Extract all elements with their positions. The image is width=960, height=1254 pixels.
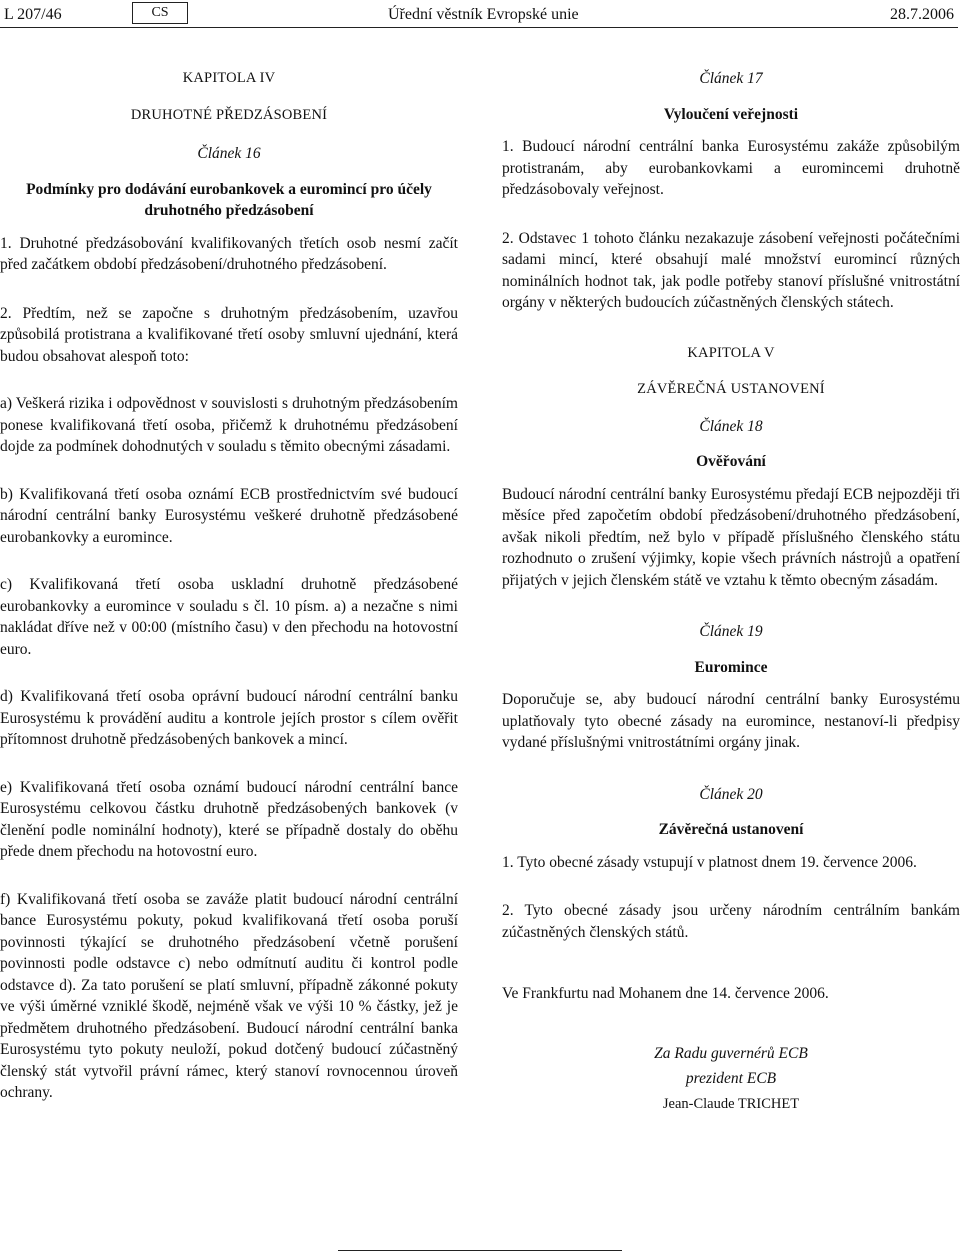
article-title: Podmínky pro dodávání eurobankovek a euromincí pro účely druhotného předzásobení (26, 180, 432, 219)
paragraph: 1. Druhotné předzásobování kvalifikovaných třetích osob nesmí začít před začátkem období předzásobení/druhotného předzásobení. (0, 234, 458, 273)
article-number: Článek 19 (699, 623, 763, 640)
list-item: e) Kvalifikovaná třetí osoba oznámí budoucí národní centrální bance Eurosystému celkovou částku druhotně předzásobených bankovek (v členění podle nominální hodnoty), které se případně dostaly do oběhu přede dnem přechodu na hotovostní euro. (0, 778, 458, 860)
article-title: Euromince (694, 658, 768, 676)
signature-role: prezident ECB (685, 1070, 777, 1087)
header-rule (0, 27, 958, 28)
paragraph: 1. Tyto obecné zásady vstupují v platnost dnem 19. července 2006. (502, 853, 917, 871)
paragraph: Budoucí národní centrální banky Eurosystému předají ECB nejpozději tři měsíce před započetím období předzásobení/druhotného předzásobení, avšak nikoli předtím, než bylo v případě příslušného členského státu rozhodnuto o zrušení výjimky, kopie všech právních nástrojů a opatření přijatých v jejich členském státě ve vztahu k těmto obecným zásadám. (502, 485, 960, 589)
article-title: Ověřování (696, 453, 766, 470)
list-item: a) Veškerá rizika i odpovědnost v souvislosti s druhotným předzásobením ponese kvalifikovaná třetí osoba, přičemž k druhotnému předzásobení dojde za podmínek dohodnutých v souladu s těmito obecnými zásadami. (0, 395, 458, 455)
article-number: Článek 20 (699, 785, 763, 803)
paragraph: Doporučuje se, aby budoucí národní centrální banky Eurosystému uplatňovaly tyto obecné zásady na euromince, nestanoví-li předpisy vydané příslušnými vnitrostátními orgány jinak. (502, 691, 960, 751)
chapter-heading: KAPITOLA IV (182, 70, 276, 86)
list-item: f) Kvalifikovaná třetí osoba se zaváže platit budoucí národní centrální bance Eurosystému pokuty, pokud kvalifikovaná třetí osoba poruší povinnosti týkající se druhotného předzásobení včetně porušení povinnosti podle odstavce c) nebo odmítnutí auditu či kontrol podle odstavce d). Za tato porušení se platí smluvní, případně zákonné pokuty ve výši úměrné vzniklé škodě, nejméně však ve výši 10 % částky, jež je předmětem druhotného předzásobení. Budoucí národní centrální banka Eurosystému tyto pokuty neuloží, pokud dotčený budoucí zúčastněný členský stát vytvořil právní rámec, který stanoví rovnocennou úroveň ochrany. (0, 890, 458, 1101)
article-title: Vyloučení veřejnosti (663, 105, 799, 123)
list-item: c) Kvalifikovaná třetí osoba uskladní druhotně předzásobené eurobankovky a euromince v souladu s čl. 10 písm. a) a nezačne s nimi nakládat dříve než v 00:00 (místního času) v den přechodu na hotovostní euro. (0, 576, 458, 658)
article-number: Článek 18 (699, 417, 763, 435)
chapter-heading: KAPITOLA V (687, 344, 775, 361)
article-title: Závěrečná ustanovení (658, 821, 804, 838)
signatory-name: Jean-Claude TRICHET (662, 1095, 800, 1112)
chapter-title: ZÁVĚREČNÁ USTANOVENÍ (637, 381, 825, 397)
footer-rule (338, 1250, 622, 1251)
page-reference: L 207/46 (4, 6, 62, 23)
paragraph: 2. Předtím, než se započne s druhotným předzásobením, uzavřou způsobilá protistrana a kvalifikované třetí osoby smluvní ujednání, která budou obsahovat alespoň toto: (0, 304, 458, 365)
list-item: b) Kvalifikovaná třetí osoba oznámí ECB prostřednictvím své budoucí národní centrální banky Eurosystému veškeré druhotně předzásobené eurobankovky a euromince. (0, 485, 458, 546)
paragraph: 2. Odstavec 1 tohoto článku nezakazuje zásobení veřejnosti počátečními sadami mincí, které obsahují malé množství euromincí různých nominálních hodnot tak, jak podle potřeby stanoví příslušné vnitrostátní orgány v některých budoucích zúčastněných členských státech. (502, 229, 960, 311)
chapter-title: DRUHOTNÉ PŘEDZÁSOBENÍ (130, 106, 328, 123)
publication-date: 28.7.2006 (890, 6, 954, 23)
journal-title: Úřední věstník Evropské unie (388, 6, 579, 23)
place-and-date: Ve Frankfurtu nad Mohanem dne 14. července 2006. (502, 985, 829, 1002)
language-badge: CS (132, 2, 188, 24)
article-number: Článek 17 (699, 70, 763, 87)
paragraph: 2. Tyto obecné zásady jsou určeny národním centrálním bankám zúčastněných členských států. (502, 902, 960, 941)
signature-for: Za Radu guvernérů ECB (654, 1044, 808, 1062)
list-item: d) Kvalifikovaná třetí osoba oprávní budoucí národní centrální banku Eurosystému k provádění auditu a kontrole jejích prostor s cílem ověřit přítomnost druhotně předzásobených bankovek a mincí. (0, 688, 458, 748)
page-header (4, 2, 954, 26)
right-column (502, 68, 960, 1115)
left-column (0, 68, 458, 1104)
article-number: Článek 16 (197, 145, 261, 162)
paragraph: 1. Budoucí národní centrální banka Eurosystému zakáže způsobilým protistranám, aby eurobankovkami a euromincemi druhotně předzásobovaly veřejnost. (502, 138, 960, 198)
